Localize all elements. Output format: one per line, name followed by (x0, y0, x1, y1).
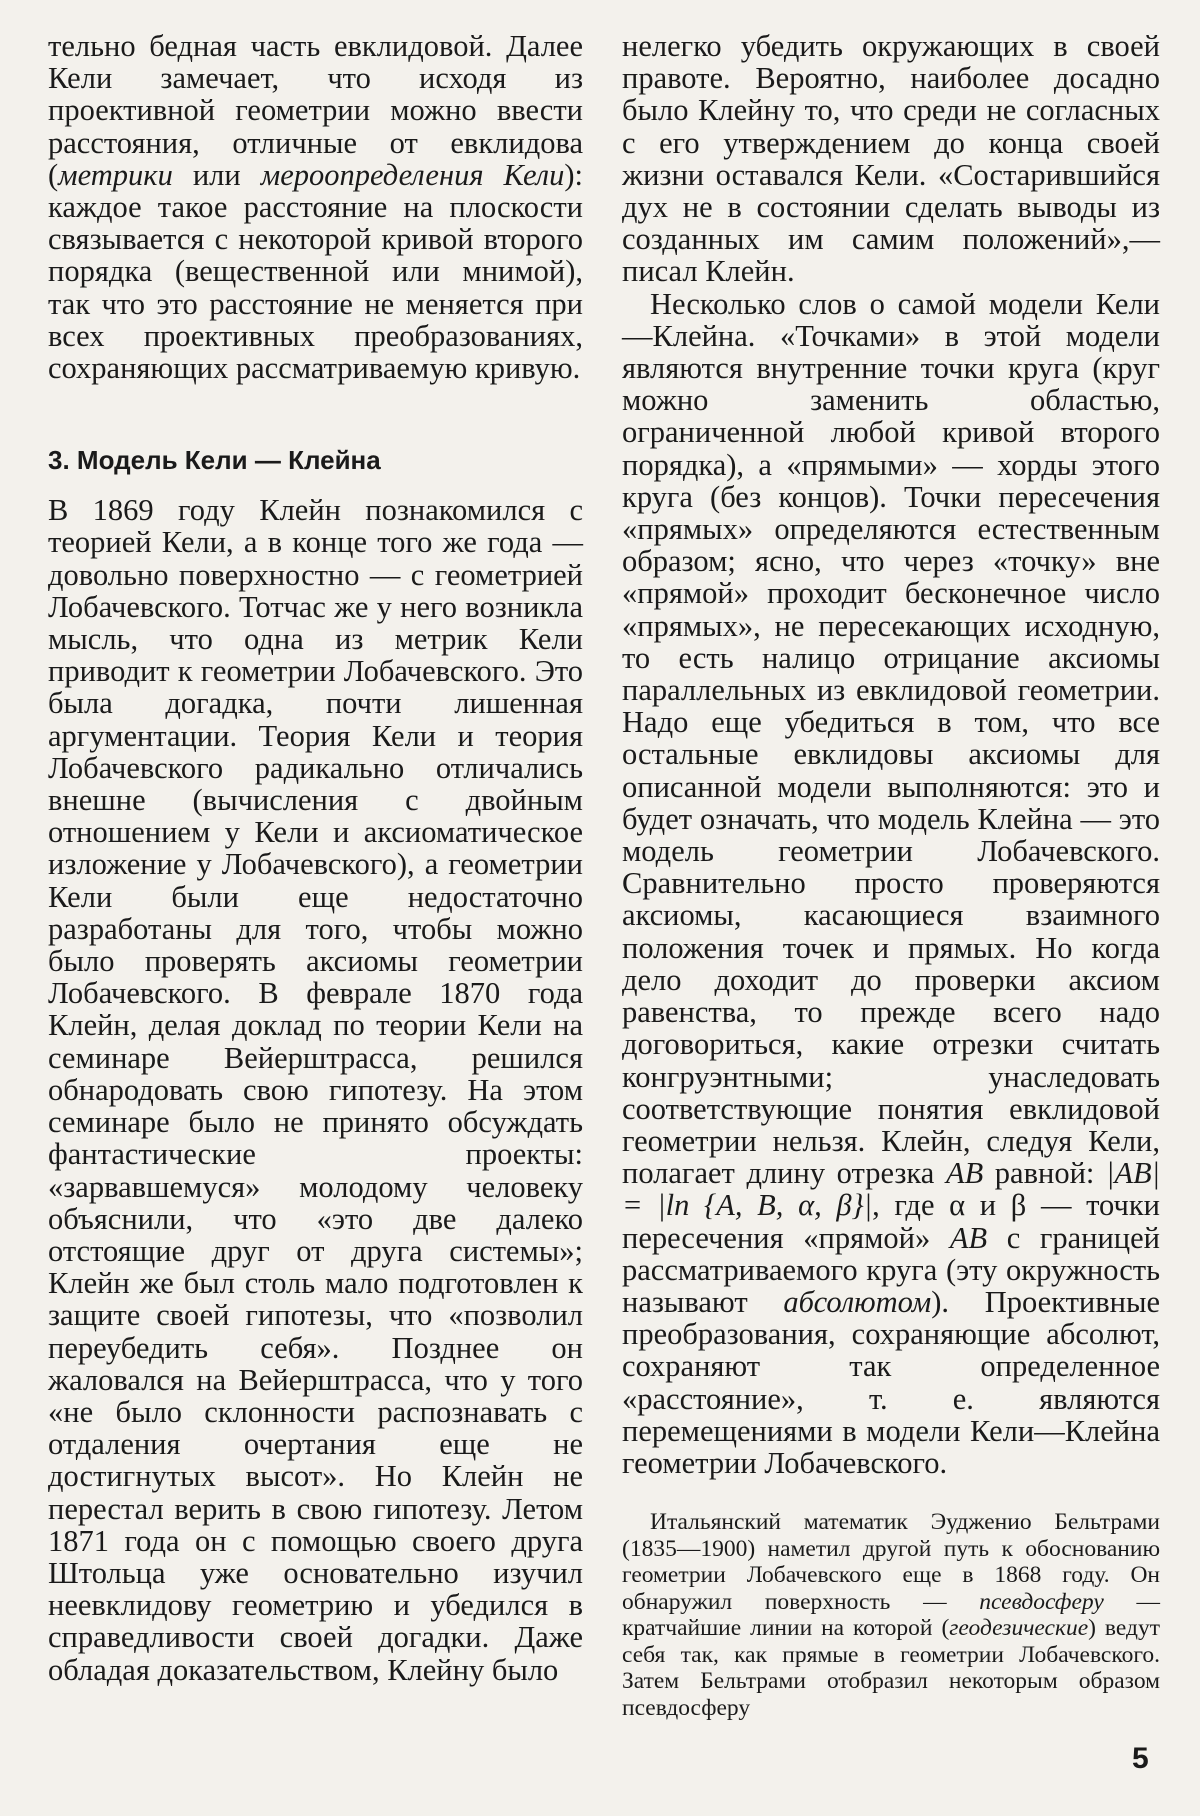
segment-ab: AB (945, 1156, 984, 1191)
section-heading: 3. Модель Кели — Клейна (48, 445, 381, 476)
term-absolute: абсолютом (783, 1284, 932, 1319)
term-pseudosphere: псевдосферу (979, 1588, 1104, 1615)
right-paragraph-2 (622, 288, 1160, 1480)
right-paragraph-2-text: Несколько слов о самой модели Кели—Клейна. «Точками» в этой модели являются внутренние точки круга (круг можно заменить областью, ограниченной любой кривой второго порядка), а «прямыми» — хорды этого круга (без концов). Точки пересечения «прямых» определяются естественным образом; ясно, что через «точку» вне «прямой» проходит бесконечное число «прямых», не пересекающих исходную, то есть налицо отрицание аксиомы параллельных из евклидовой геометрии. Надо еще убедиться в том, что все остальные евклидовы аксиомы для описанной модели выполняются: это и будет означать, что модель Клейна — это модель геометрии Лобачевского. Сравнительно просто проверяются аксиомы, касающиеся взаимного положения точек и прямых. Но когда дело доходит до проверки аксиом равенства, то прежде всего надо договориться, какие отрезки считать конгруэнтными; унаследовать соответствующие понятия евклидовой геометрии нельзя. Клейн, следуя Кели, полагает длину отрезка (622, 286, 1160, 1191)
segment-ab-2: AB (949, 1220, 988, 1255)
caption-end: ) ведут себя так, как прямые в геометрии Лобачевского. Затем Бельтрами отобразил некоторым образом псевдосферу (622, 1615, 1160, 1721)
left-paragraph-1-end: ): каждое такое расстояние на плоскости связывается с некоторой кривой второго порядка (вещественной или мнимой), так что это расстояние не меняется при всех проективных преобразованиях, сохраняющих рассматриваемую кривую. (48, 157, 583, 386)
term-metrics: метрики (58, 157, 173, 192)
right-paragraph-2-after-ab: равной: (983, 1156, 1106, 1191)
caption-mid: — кратчайшие линии на которой ( (622, 1588, 1160, 1642)
length-formula: |AB| = |ln {A, B, α, β}| (622, 1156, 1160, 1223)
left-paragraph-1-text: тельно бедная часть евклидовой. Далее Кели замечает, что исходя из проективной геометрии можно ввести расстояния, отличные от евклидова ( (48, 29, 583, 192)
right-paragraph-2-end: ). Проективные преобразования, сохраняющие абсолют, сохраняют так определенное «расстояние», т. е. являются перемещениями в модели Кели—Клейна геометрии Лобачевского. (622, 1284, 1160, 1480)
left-paragraph-2: В 1869 году Клейн познакомился с теорией Кели, а в конце того же года — довольно поверхностно — с геометрией Лобачевского. Тотчас же у него возникла мысль, что одна из метрик Кели приводит к геометрии Лобачевского. Это была догадка, почти лишенная аргументации. Теория Кели и теория Лобачевского радикально отличались внешне (вычисления с двойным отношением у Кели и аксиоматическое изложение у Лобачевского), а геометрии Кели были еще недостаточно разработаны для того, чтобы можно было проверять аксиомы геометрии Лобачевского. В феврале 1870 года Клейн, делая доклад по теории Кели на семинаре Вейерштрасса, решился обнародовать свою гипотезу. На этом семинаре было не принято обсуждать фантастические проекты: «зарвавшемуся» молодому человеку объяснили, что «это две далеко отстоящие друг от друга системы»; Клейн же был столь мало подготовлен к защите своей гипотезы, что «позволил переубедить себя». Позднее он жаловался на Вейерштрасса, что у того «не было склонности распознавать с отдаления очертания еще не достигнутых высот». Но Клейн не перестал верить в свою гипотезу. Летом 1871 года он с помощью своего друга Штольца уже основательно изучил неевклидову геометрию и убедился в справедливости своей догадки. Даже обладая доказательством, Клейну было (48, 493, 583, 1687)
right-paragraph-2-after-formula: , где α и β — точки пересечения «прямой» (622, 1188, 1160, 1255)
left-paragraph-1 (48, 30, 583, 384)
right-paragraph-1: нелегко убедить окружающих в своей правоте. Вероятно, наиболее досадно было Клейну то, что среди не согласных с его утверждением до конца своей жизни оставался Кели. «Состарившийся дух не в состоянии сделать выводы из созданных им самим положений»,— писал Клейн. (622, 29, 1160, 289)
left-column (48, 30, 583, 1686)
right-column (622, 30, 1160, 1721)
page-number: 5 (1132, 1742, 1149, 1775)
caption (622, 1509, 1160, 1721)
term-cayley-measure: мероопределения Кели (260, 157, 565, 192)
left-paragraph-1-mid: или (172, 157, 261, 192)
term-geodesic: геодезические (949, 1615, 1089, 1642)
right-paragraph-2-before-em: с границей рассматриваемого круга (эту окружность называют (622, 1220, 1160, 1319)
caption-text: Итальянский математик Эудженио Бельтрами (1835—1900) наметил другой путь к обоснованию геометрии Лобачевского еще в 1868 году. Он обнаружил поверхность — (622, 1509, 1160, 1615)
